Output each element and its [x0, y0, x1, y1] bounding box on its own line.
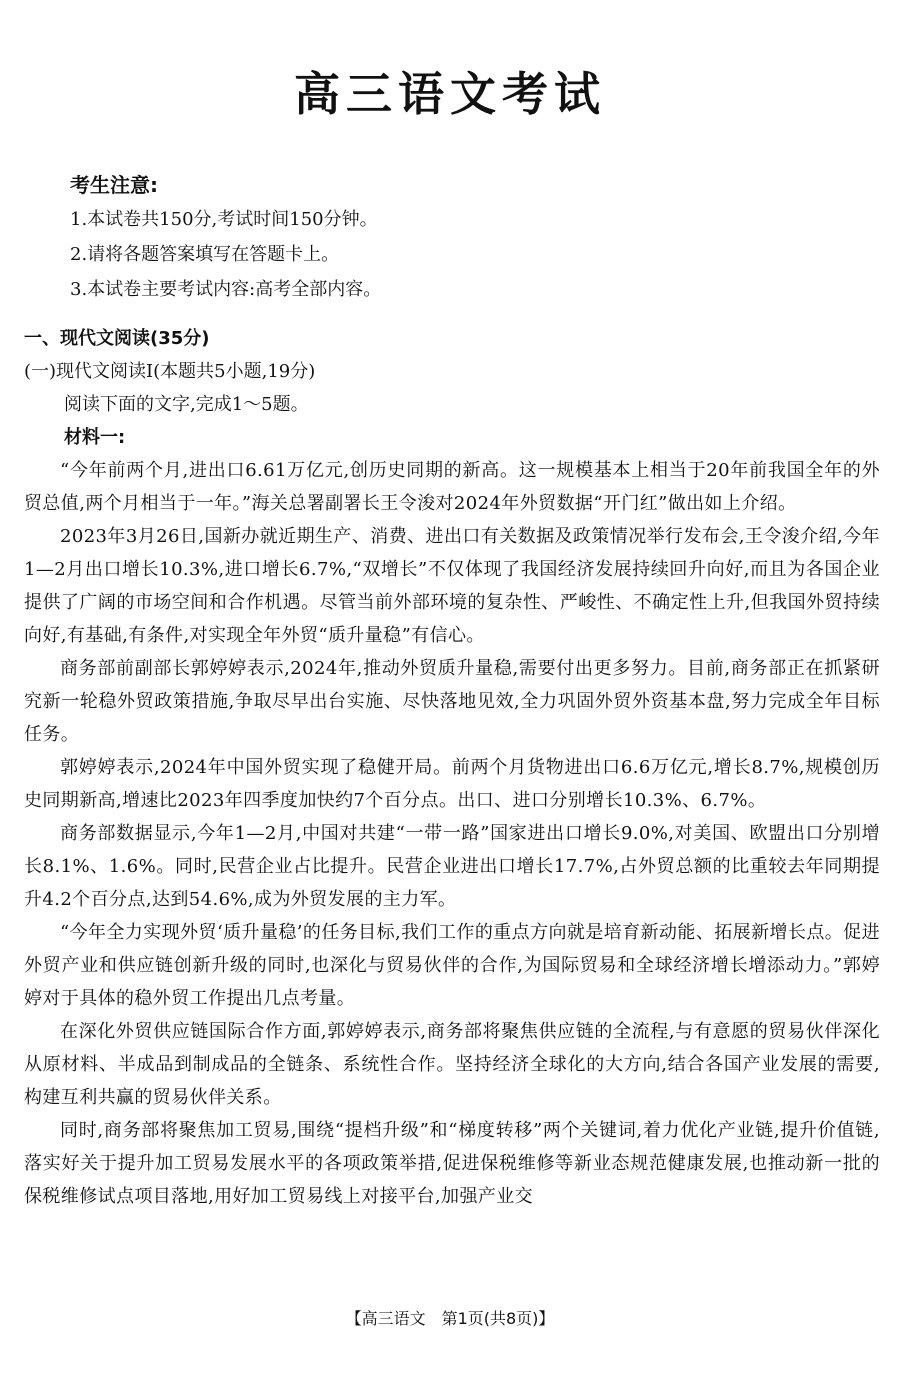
reading-section — [24, 322, 880, 1213]
material-label: 材料一: — [64, 427, 126, 448]
paragraph: “今年前两个月,进出口6.61万亿元,创历史同期的新高。这一规模基本上相当于20年前我国全年的外贸总值,两个月相当于一年。”海关总署副署长王令浚对2024年外贸数据“开门红”做出如上介绍。 — [24, 460, 880, 514]
paragraph: 商务部数据显示,今年1—2月,中国对共建“一带一路”国家进出口增长9.0%,对美国、欧盟出口分别增长8.1%、1.6%。同时,民营企业占比提升。民营企业进出口增长17.7%,占外贸总额的比重较去年同期提升4.2个百分点,达到54.6%,成为外贸发展的主力军。 — [24, 823, 880, 910]
notice-item-3: 3.本试卷主要考试内容:高考全部内容。 — [70, 279, 382, 300]
notice-item-2: 2.请将各题答案填写在答题卡上。 — [70, 244, 340, 265]
notice-block — [70, 168, 850, 307]
page-title: 高三语文考试 — [294, 67, 606, 121]
section-subheading: (一)现代文阅读Ⅰ(本题共5小题,19分) — [24, 361, 316, 382]
section-heading: 一、现代文阅读(35分) — [24, 328, 210, 349]
paragraph: “今年全力实现外贸‘质升量稳’的任务目标,我们工作的重点方向就是培育新动能、拓展新增长点。促进外贸产业和供应链创新升级的同时,也深化与贸易伙伴的合作,为国际贸易和全球经济增长增添动力。”郭婷婷对于具体的稳外贸工作提出几点考量。 — [24, 922, 880, 1009]
paragraph: 2023年3月26日,国新办就近期生产、消费、进出口有关数据及政策情况举行发布会,王令浚介绍,今年1—2月出口增长10.3%,进口增长6.7%,“双增长”不仅体现了我国经济发展持续回升向好,而且为各国企业提供了广阔的市场空间和合作机遇。尽管当前外部环境的复杂性、严峻性、不确定性上升,但我国外贸持续向好,有基础,有条件,对实现全年外贸“质升量稳”有信心。 — [24, 526, 880, 646]
paragraph: 同时,商务部将聚焦加工贸易,围绕“提档升级”和“梯度转移”两个关键词,着力优化产业链,提升价值链,落实好关于提升加工贸易发展水平的各项政策举措,促进保税维修等新业态规范健康发展,也推动新一批的保税维修试点项目落地,用好加工贸易线上对接平台,加强产业交 — [24, 1120, 880, 1207]
paragraph: 在深化外贸供应链国际合作方面,郭婷婷表示,商务部将聚焦供应链的全流程,与有意愿的贸易伙伴深化从原材料、半成品到制成品的全链条、系统性合作。坚持经济全球化的大方向,结合各国产业发展的需要,构建互利共赢的贸易伙伴关系。 — [24, 1021, 880, 1108]
paragraph: 商务部前副部长郭婷婷表示,2024年,推动外贸质升量稳,需要付出更多努力。目前,商务部正在抓紧研究新一轮稳外贸政策措施,争取尽早出台实施、尽快落地见效,全力巩固外贸外资基本盘,努力完成全年目标任务。 — [24, 658, 880, 745]
page-footer: 【高三语文 第1页(共8页)】 — [345, 1309, 555, 1328]
notice-heading: 考生注意: — [70, 173, 158, 197]
notice-item-1: 1.本试卷共150分,考试时间150分钟。 — [70, 209, 378, 230]
instruction-text: 阅读下面的文字,完成1～5题。 — [64, 394, 309, 415]
paragraph: 郭婷婷表示,2024年中国外贸实现了稳健开局。前两个月货物进出口6.6万亿元,增长8.7%,规模创历史同期新高,增速比2023年四季度加快约7个百分点。出口、进口分别增长10.3%、6.7%。 — [24, 757, 880, 811]
